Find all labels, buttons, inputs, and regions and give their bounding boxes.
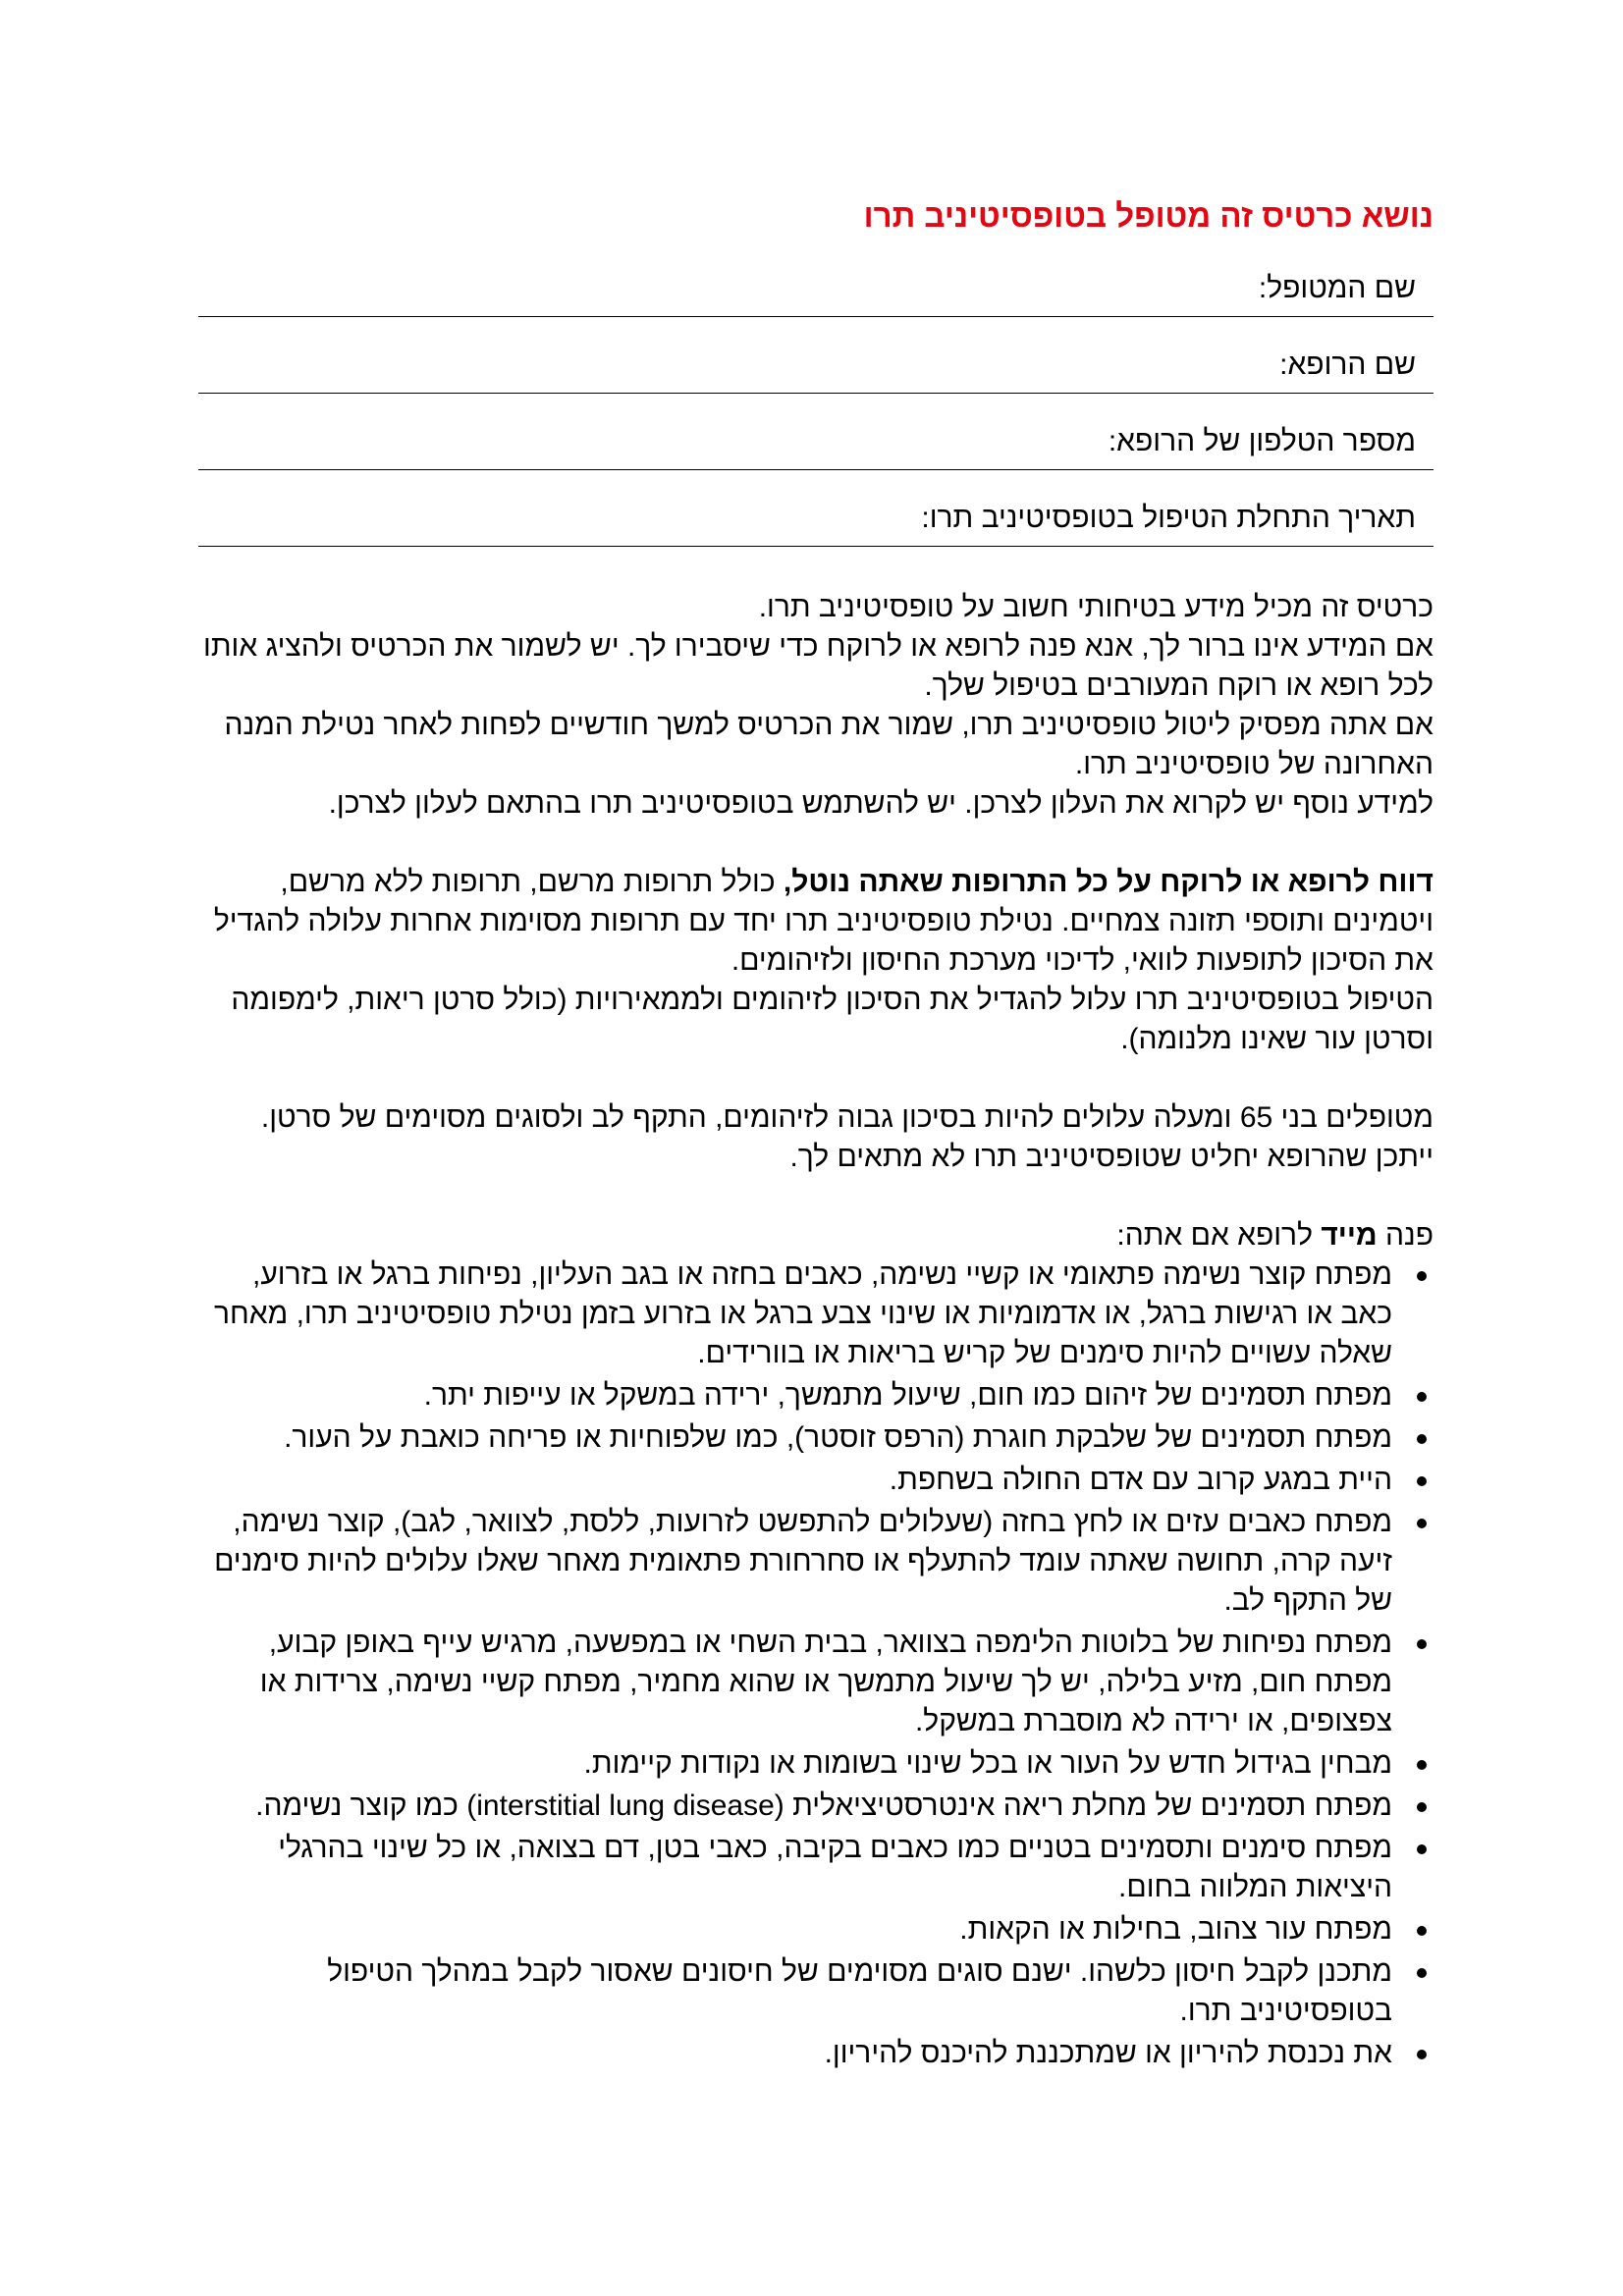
elderly-paragraph: מטופלים בני 65 ומעלה עלולים להיות בסיכון גבוה לזיהומים, התקף לב ולסוגים מסוימים של סרטן. ייתכן שהרופא יחליט שטופסיטיניב תרו לא מתאים לך.: [260, 1101, 1434, 1173]
contact-bold: מייד: [1321, 1219, 1378, 1252]
document-content: [198, 196, 1434, 2076]
list-item: [198, 1418, 1434, 1458]
patient-name-label: שם המטופל:: [1258, 272, 1416, 304]
page-title: נושא כרטיס זה מטופל בטופסיטיניב תרו: [863, 197, 1434, 234]
doctor-name-field[interactable]: [198, 346, 1434, 394]
intro-paragraph: אם המידע אינו ברור לך, אנא פנה לרופא או לרוקח כדי שיסבירו לך. יש לשמור את הכרטיס ולהציג אותו לכל רופא או רוקח המעורבים בטיפול שלך.: [203, 630, 1434, 702]
contact-post: לרופא אם אתה:: [1116, 1219, 1322, 1252]
list-item: [198, 1910, 1434, 1949]
bullet-icon: [1417, 1926, 1427, 1936]
report-paragraph: [198, 863, 1434, 981]
bullet-icon: [1417, 1476, 1427, 1486]
list-item-text: מפתח תסמינים של שלבקת חוגרת (הרפס זוסטר), כמו שלפוחיות או פריחה כואבת על העור.: [284, 1421, 1392, 1454]
bullet-icon: [1417, 1271, 1427, 1281]
list-item: [198, 1376, 1434, 1415]
list-item: [198, 1952, 1434, 2031]
list-item-text: מפתח נפיחות של בלוטות הלימפה בצוואר, בבית השחי או במפשעה, מרגיש עייף באופן קבוע, מפתח חום, מזיע בלילה, יש לך שיעול מתמשך או שהוא מחמיר, מפתח קשיי נשימה, צרידות או צפצופים, או ירידה לא מוסברת במשקל.: [259, 1627, 1392, 1737]
bullet-icon: [1417, 1519, 1427, 1528]
report-text: כולל תרופות מרשם, תרופות ללא מרשם, ויטמינים ותוספי תזונה צמחיים. נטילת טופסיטיניב תרו יחד עם תרופות מסוימות אחרות עלולה להגדיל את הסיכון לתופעות לוואי, לדיכוי מערכת החיסון ולזיהומים.: [213, 866, 1434, 977]
doctor-name-label: שם הרופא:: [1279, 348, 1416, 381]
list-item-text: מתכנן לקבל חיסון כלשהו. ישנם סוגים מסוימים של חיסונים שאסור לקבל במהלך הטיפול בטופסיטיניב תרו.: [327, 1955, 1392, 2027]
list-item: [198, 1829, 1434, 1907]
doctor-phone-label: מספר הטלפון של הרופא:: [1108, 425, 1416, 457]
list-item: [198, 1503, 1434, 1621]
treatment-start-date-field[interactable]: [198, 499, 1434, 547]
patient-fields: [198, 269, 1434, 547]
intro-paragraph: כרטיס זה מכיל מידע בטיחותי חשוב על טופסיטיניב תרו.: [758, 591, 1434, 623]
list-item-text: מבחין בגידול חדש על העור או בכל שינוי בשומות או נקודות קיימות.: [583, 1747, 1392, 1780]
bullet-icon: [1417, 1392, 1427, 1402]
report-bold-text: דווח לרופא או לרוקח על כל התרופות שאתה נוטל,: [783, 866, 1434, 898]
list-item: [198, 1744, 1434, 1784]
bullet-icon: [1417, 1968, 1427, 1978]
elderly-section: [198, 1098, 1434, 1177]
intro-paragraph: אם אתה מפסיק ליטול טופסיטיניב תרו, שמור את הכרטיס למשך חודשיים לפחות לאחר נטילת המנה האחרונה של טופסיטיניב תרו.: [224, 709, 1434, 780]
malignancy-paragraph: הטיפול בטופסיטיניב תרו עלול להגדיל את הסיכון לזיהומים ולממאירויות (כולל סרטן ריאות, לימפומה וסרטן עור שאינו מלנומה).: [231, 984, 1434, 1055]
contact-pre: פנה: [1377, 1219, 1434, 1252]
list-item: [198, 1624, 1434, 1741]
contact-section: [198, 1216, 1434, 2073]
list-item-text: את נכנסת להיריון או שמתכננת להיכנס להיריון.: [824, 2037, 1392, 2069]
bullet-icon: [1417, 1434, 1427, 1444]
list-item-text: מפתח עור צהוב, בחילות או הקאות.: [959, 1913, 1392, 1946]
bullet-icon: [1417, 1760, 1427, 1770]
bullet-icon: [1417, 1802, 1427, 1812]
intro-section: [198, 588, 1434, 824]
list-item: [198, 1461, 1434, 1500]
list-item-text: מפתח כאבים עזים או לחץ בחזה (שעלולים להתפשט לזרועות, ללסת, לצוואר, לגב), קוצר נשימה, זיעה קרה, תחושה שאתה עומד להתעלף או סחרחורת פתאומית מאחר שאלו עלולים להיות סימנים של התקף לב.: [214, 1506, 1392, 1617]
list-item-text: מפתח קוצר נשימה פתאומי או קשיי נשימה, כאבים בחזה או בגב העליון, נפיחות ברגל או בזרוע, כאב או רגישות ברגל, או אדמומיות או שינוי צבע ברגל או בזרוע בזמן נטילת טופסיטיניב תרו, מאחר שאלה עשויים להיות סימנים של קריש בריאות או בוורידים.: [214, 1258, 1392, 1369]
intro-paragraph: למידע נוסף יש לקרוא את העלון לצרכן. יש להשתמש בטופסיטיניב תרו בהתאם לעלון לצרכן.: [328, 787, 1434, 820]
bullet-icon: [1417, 1639, 1427, 1649]
list-item-text: היית במגע קרוב עם אדם החולה בשחפת.: [889, 1464, 1392, 1496]
bullet-icon: [1417, 2050, 1427, 2059]
list-item-text: מפתח תסמינים של זיהום כמו חום, שיעול מתמשך, ירידה במשקל או עייפות יתר.: [423, 1379, 1392, 1412]
doctor-phone-field[interactable]: [198, 422, 1434, 470]
report-section: [198, 863, 1434, 1059]
treatment-start-date-label: תאריך התחלת הטיפול בטופסיטיניב תרו:: [921, 502, 1416, 534]
symptoms-list: [198, 1255, 1434, 2073]
list-item: [198, 2034, 1434, 2073]
contact-heading: [198, 1216, 1434, 1255]
list-item-text: מפתח סימנים ותסמינים בטניים כמו כאבים בקיבה, כאבי בטן, דם בצואה, או כל שינוי בהרגלי היציאות המלווה בחום.: [278, 1832, 1392, 1903]
bullet-icon: [1417, 1844, 1427, 1854]
list-item: [198, 1255, 1434, 1373]
list-item: [198, 1787, 1434, 1826]
patient-name-field[interactable]: [198, 269, 1434, 317]
list-item-text: מפתח תסמינים של מחלת ריאה אינטרסטיציאלית (interstitial lung disease) כמו קוצר נשימה.: [255, 1789, 1392, 1822]
